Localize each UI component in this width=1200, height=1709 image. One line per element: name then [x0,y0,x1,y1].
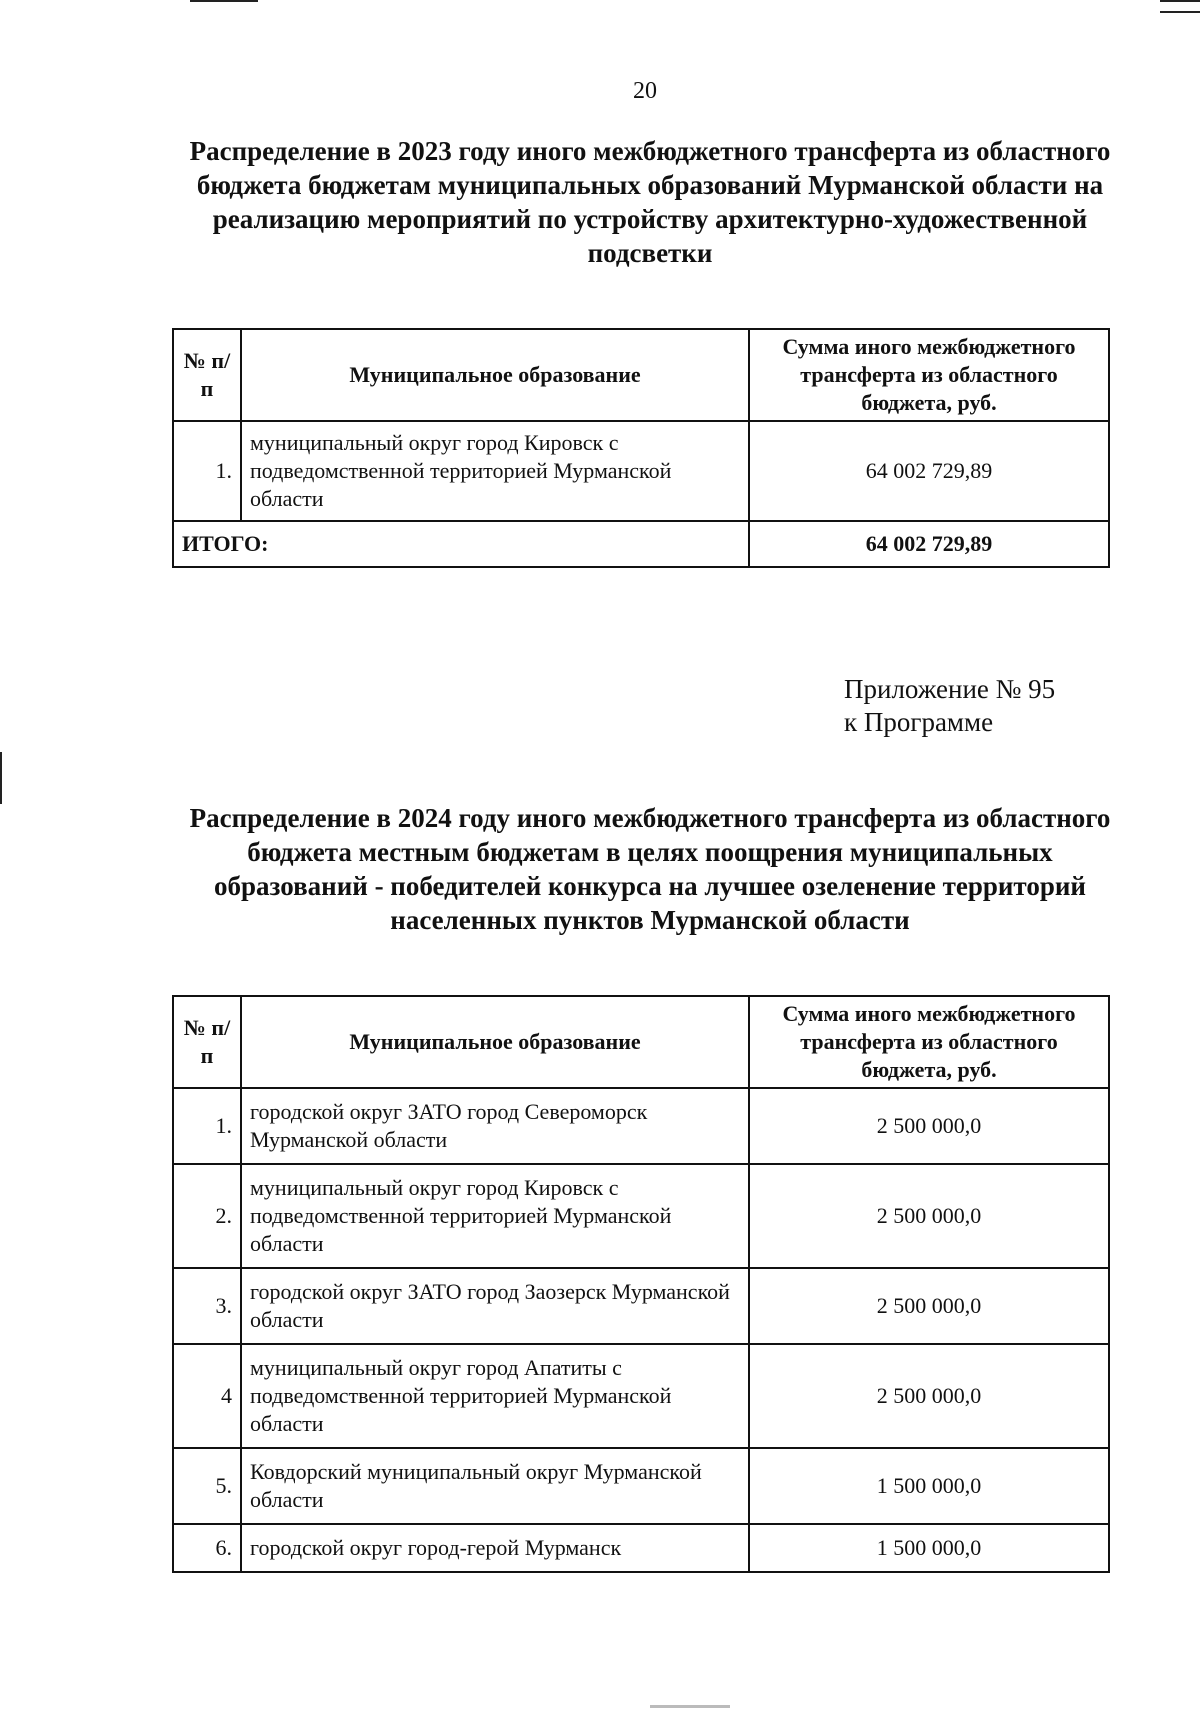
header-num: № п/п [173,996,241,1088]
appendix-number: Приложение № 95 [844,674,1056,704]
row-num: 4 [173,1344,241,1448]
header-num: № п/п [173,329,241,421]
section-2-title: Распределение в 2024 году иного межбюджетного трансферта из областного бюджета местным бюджетам в целях поощрения муниципальных образований - победителей конкурса на лучшее озеленение территорий населенных пунктов Мурманской области [189,803,1111,935]
table-row [173,1448,1109,1524]
section-1-title: Распределение в 2023 году иного межбюджетного трансферта из областного бюджета бюджетам муниципальных образований Мурманской области на реализацию мероприятий по устройству архитектурно-художественной подсветки [189,136,1111,268]
table-header-row [173,329,1109,421]
header-sum: Сумма иного межбюджетного трансферта из областного бюджета, руб. [749,329,1109,421]
row-sum: 2 500 000,0 [749,1268,1109,1344]
scan-edge-mark-top [190,0,258,2]
row-num: 5. [173,1448,241,1524]
row-name: муниципальный округ город Кировск с подведомственной территорией Мурманской области [241,1164,749,1268]
appendix-label [844,673,1055,739]
row-sum: 2 500 000,0 [749,1344,1109,1448]
row-sum: 1 500 000,0 [749,1448,1109,1524]
table-row [173,1268,1109,1344]
table-header-row [173,996,1109,1088]
header-name: Муниципальное образование [241,329,749,421]
row-num: 6. [173,1524,241,1572]
row-sum: 1 500 000,0 [749,1524,1109,1572]
total-value: 64 002 729,89 [749,521,1109,567]
section-2-table [172,995,1110,1573]
table-row [173,421,1109,521]
scan-edge-mark-right [1160,0,1200,13]
row-name: городской округ ЗАТО город Североморск Мурманской области [241,1088,749,1164]
row-num: 1. [173,1088,241,1164]
row-sum: 64 002 729,89 [749,421,1109,521]
section-1-table [172,328,1110,568]
header-sum: Сумма иного межбюджетного трансферта из областного бюджета, руб. [749,996,1109,1088]
header-name: Муниципальное образование [241,996,749,1088]
row-num: 2. [173,1164,241,1268]
table-total-row [173,521,1109,567]
row-name: городской округ ЗАТО город Заозерск Мурманской области [241,1268,749,1344]
row-name: городской округ город-герой Мурманск [241,1524,749,1572]
table-row [173,1524,1109,1572]
row-name: муниципальный округ город Апатиты с подведомственной территорией Мурманской области [241,1344,749,1448]
page-number: 20 [633,78,657,104]
scan-edge-mark-left [0,752,2,804]
row-num: 3. [173,1268,241,1344]
appendix-program: к Программе [844,707,994,737]
row-sum: 2 500 000,0 [749,1164,1109,1268]
row-num: 1. [173,421,241,521]
scan-edge-mark-bottom [650,1705,730,1708]
total-label: ИТОГО: [173,521,749,567]
table-row [173,1088,1109,1164]
table-row [173,1164,1109,1268]
row-name: Ковдорский муниципальный округ Мурманской области [241,1448,749,1524]
row-sum: 2 500 000,0 [749,1088,1109,1164]
table-row [173,1344,1109,1448]
row-name: муниципальный округ город Кировск с подведомственной территорией Мурманской области [241,421,749,521]
